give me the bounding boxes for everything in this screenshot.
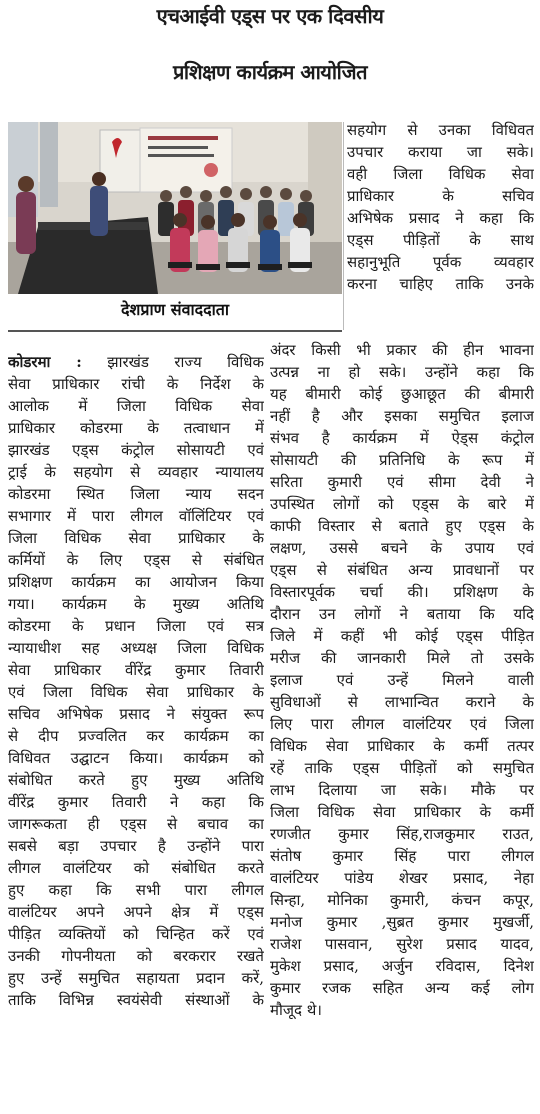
article-line: नहीं है और इसका समुचित इलाज	[270, 407, 534, 425]
event-photo	[8, 122, 342, 294]
dateline: कोडरमा :	[8, 353, 82, 371]
article-line: कोडरमा स्थित जिला न्याय सदन	[8, 485, 264, 503]
article-line: अभिषेक प्रसाद ने कहा कि	[347, 209, 534, 227]
article-line: विधिवत उद्घाटन किया। कार्यक्रम को	[8, 749, 264, 767]
article-line: दौरान उन लोगों ने बताया कि यदि	[270, 605, 534, 623]
article-line: सेवा प्राधिकार रांची के निर्देश के	[8, 375, 264, 393]
article-line: एवं जिला विधिक सेवा प्राधिकार के	[8, 683, 264, 701]
article-line: झारखंड एड्स कंट्रोल सोसायटी एवं	[8, 441, 264, 459]
article-line: उपचार कराया जा सके।	[347, 143, 534, 161]
article-line: मौजूद थे।	[270, 1001, 322, 1019]
credit-divider	[8, 330, 342, 332]
article-line: सहयोग से उनका विधिवत	[347, 121, 534, 139]
article-line: सुविधाओं से लाभान्वित कराने के	[270, 693, 534, 711]
article-line: पीड़ित व्यक्तियों को चिन्हित करें एवं	[8, 925, 264, 943]
article-column-right	[270, 339, 534, 1021]
article-line: लाभ दिलाया जा सके। मौके पर	[270, 781, 534, 799]
article-line: गया। कार्यक्रम के मुख्य अतिथि	[8, 595, 264, 613]
article-line: ट्राई के सहयोग से व्यवहार न्यायालय	[8, 463, 264, 481]
article-line: कोडरमा के प्रधान जिला एवं सत्र	[8, 617, 264, 635]
article-line: रणजीत कुमार सिंह,राजकुमार राउत,	[270, 825, 534, 843]
article-line: एड्स से संबंधित अन्य प्रावधानों पर	[270, 561, 534, 579]
article-line: न्यायाधीश सह अध्यक्ष जिला विधिक	[8, 639, 264, 657]
article-line: सेवा प्राधिकार वींरेंद्र कुमार तिवारी	[8, 661, 264, 679]
article-line: संबोधित करते हुए मुख्य अतिथि	[8, 771, 264, 789]
article-line: आलोक में जिला विधिक सेवा	[8, 397, 264, 415]
headline-line-2: प्रशिक्षण कार्यक्रम आयोजित	[173, 60, 367, 84]
article-line: कर्मियों के लिए एड्स से संबंधित	[8, 551, 264, 569]
article-line: सहानुभूति पूर्वक व्यवहार	[347, 253, 534, 271]
article-line: लक्षण, उससे बचने के उपाय एवं	[270, 539, 534, 557]
article-line: सभागार में पारा लीगल वॉलिंटियर एवं	[8, 507, 264, 525]
article-line: वही जिला विधिक सेवा	[347, 165, 534, 183]
article-line: लीगल वालंटियर को संबोधित करते	[8, 859, 264, 877]
article-line: हुए कहा कि सभी पारा लीगल	[8, 881, 264, 899]
article-line: उपस्थित लोगों को एड्स के बारे में	[270, 495, 534, 513]
article-line: वालंटियर अपने अपने क्षेत्र में एड्स	[8, 903, 264, 921]
article-column-top-right	[347, 119, 534, 295]
article-line: मनोज कुमार ,सुब्रत कुमार मुखर्जी,	[270, 913, 534, 931]
article-line: उत्पन्न ना हो सके। उन्होंने कहा कि	[270, 363, 534, 381]
article-line: विस्तारपूर्वक चर्चा की। प्रशिक्षण के	[270, 583, 534, 601]
article-line: सचिव अभिषेक प्रसाद ने संयुक्त रूप	[8, 705, 264, 723]
article-line: लिए पारा लीगल वालंटियर एवं जिला	[270, 715, 534, 733]
photo-credit: देशप्राण संवाददाता	[120, 300, 230, 319]
article-line: कुमार रजक सहित अन्य कई लोग	[270, 979, 534, 997]
article-line: अंदर किसी भी प्रकार की हीन भावना	[270, 341, 534, 359]
article-line: मुकेश प्रसाद, अर्जुन रविदास, दिनेश	[270, 957, 534, 975]
article-line: विधिक सेवा प्राधिकार के कर्मी तत्पर	[270, 737, 534, 755]
article-line: संतोष कुमार सिंह पारा लीगल	[270, 847, 534, 865]
article-line: सोसायटी की प्रतिनिधि के रूप में	[270, 451, 534, 469]
article-line: प्राधिकार कोडरमा के तत्वाधान में	[8, 419, 264, 437]
article-line: काफी विस्तार से बताते हुए एड्स के	[270, 517, 534, 535]
article-line: रहें ताकि एड्स पीड़ितों को समुचित	[270, 759, 534, 777]
article-line: उनकी गोपनीयता को बरकरार रखते	[8, 947, 264, 965]
article-line: ताकि विभिन्न स्वयंसेवी संस्थाओं के	[8, 991, 264, 1009]
article-line: जिला विधिक सेवा प्राधिकार के कर्मी	[270, 803, 534, 821]
article-line: से दीप प्रज्वलित कर कार्यक्रम का	[8, 727, 264, 745]
article-column-left	[8, 351, 264, 1011]
article-line: करना चाहिए ताकि उनके	[347, 275, 534, 293]
article-line: राजेश पासवान, सुरेश प्रसाद यादव,	[270, 935, 534, 953]
article-line: जागरूकता ही एड्स से बचाव का	[8, 815, 264, 833]
article-line-text: झारखंड राज्य विधिक	[107, 353, 264, 371]
article-line: यह बीमारी कोई छुआछूत की बीमारी	[270, 385, 534, 403]
headline-line-1: एचआईवी एड्स पर एक दिवसीय	[156, 4, 384, 28]
article-line: प्रशिक्षण कार्यक्रम का आयोजन किया	[8, 573, 264, 591]
article-line: प्राधिकार के सचिव	[347, 187, 534, 205]
article-line: वींरेंद्र कुमार तिवारी ने कहा कि	[8, 793, 264, 811]
article-line: इलाज एवं उन्हें मिलने वाली	[270, 671, 534, 689]
article-line: एड्स पीड़ितों के साथ	[347, 231, 534, 249]
column-divider	[343, 122, 344, 330]
article-line: सरिता कुमारी एवं सीमा देवी ने	[270, 473, 534, 491]
article-line: सिन्हा, मोनिका कुमारी, कंचन कपूर,	[270, 891, 534, 909]
article-line: मरीज की जानकारी मिले तो उसके	[270, 649, 534, 667]
article-line: संभव है कार्यक्रम में ऐड्स कंट्रोल	[270, 429, 534, 447]
article-line: सबसे बड़ा उपचार है उन्होंने पारा	[8, 837, 264, 855]
article-line: जिले में कहीं भी कोई एड्स पीड़ित	[270, 627, 534, 645]
article-line: वालंटियर पांडेय शेखर प्रसाद, नेहा	[270, 869, 534, 887]
article-line	[8, 351, 264, 373]
article-line: जिला विधिक सेवा प्राधिकार के	[8, 529, 264, 547]
article-line: हुए उन्हें समुचित सहायता प्रदान करें,	[8, 969, 264, 987]
